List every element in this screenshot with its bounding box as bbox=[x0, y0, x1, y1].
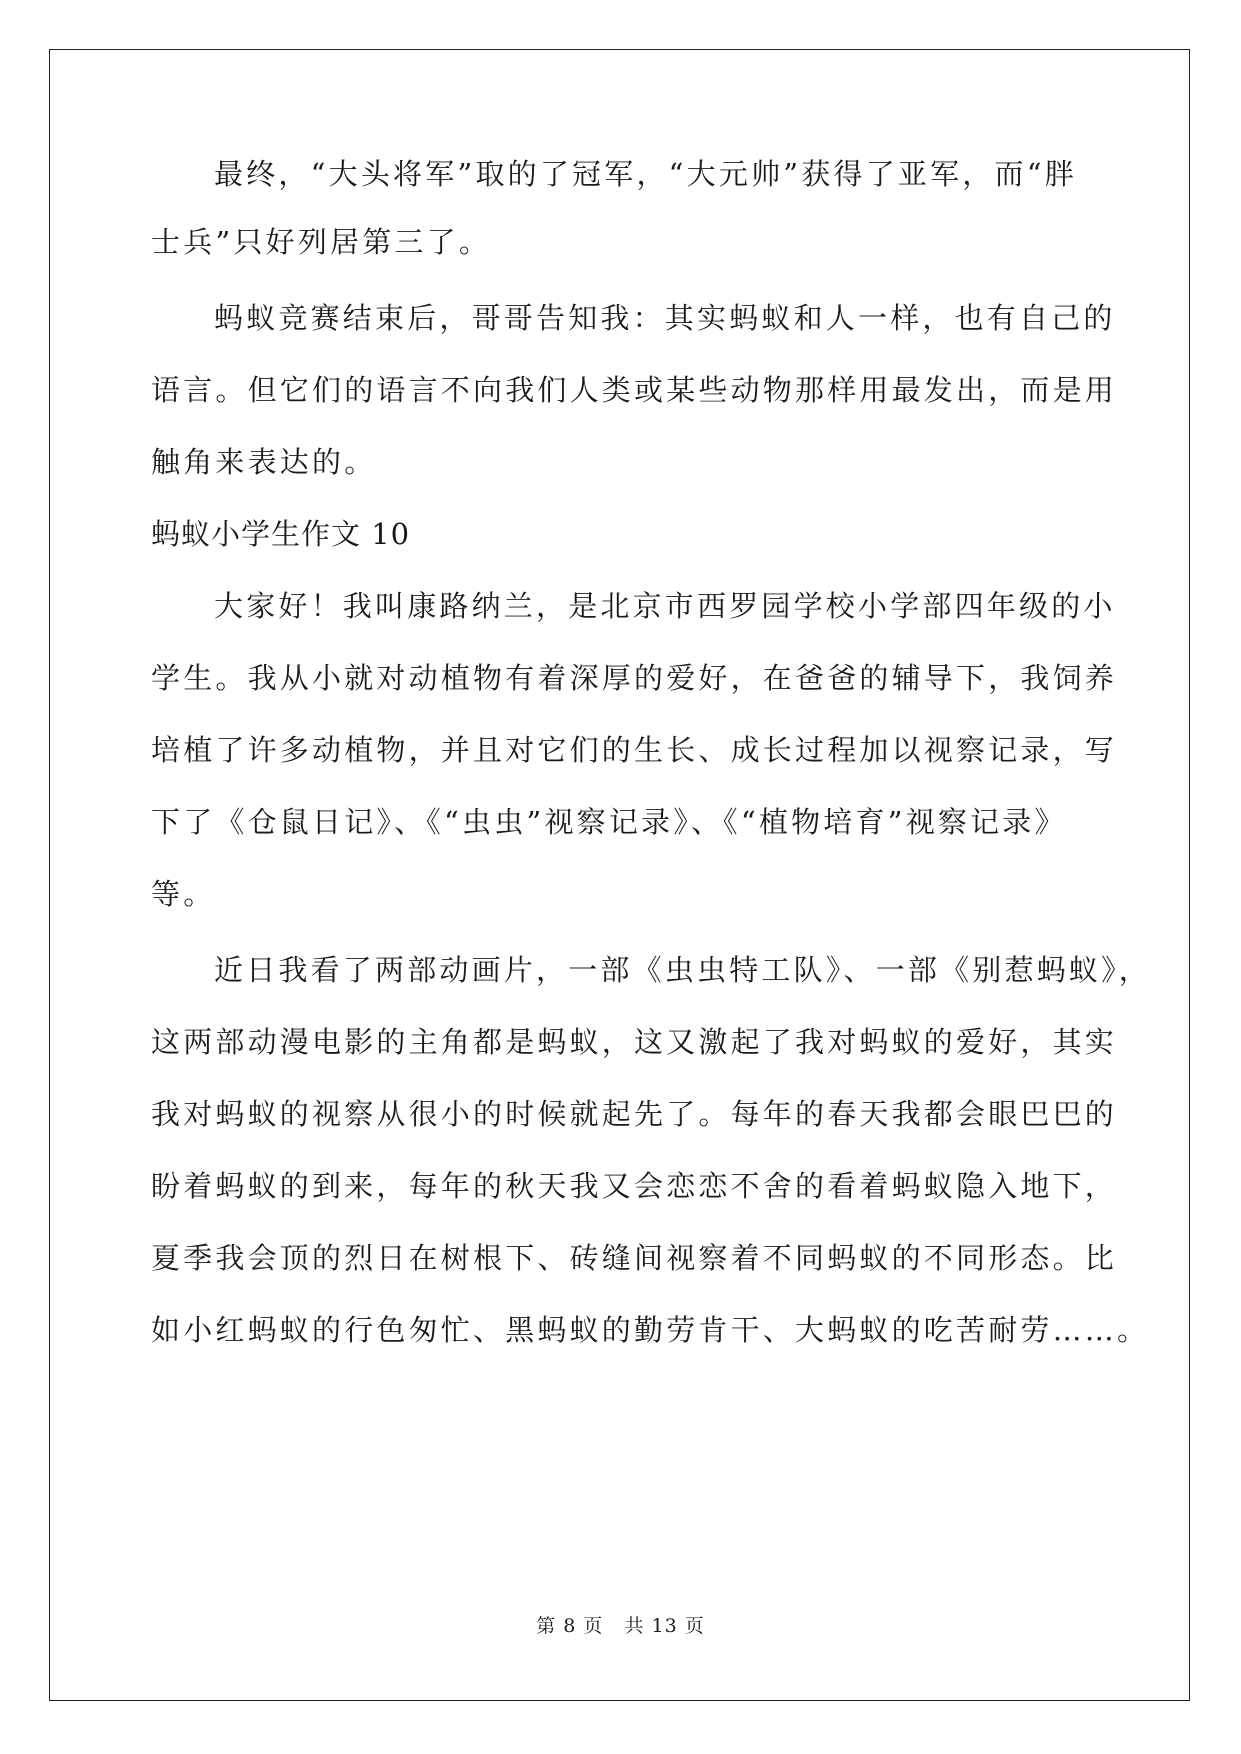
paragraph-line: 盼着蚂蚁的到来，每年的秋天我又会恋恋不舍的看着蚂蚁隐入地下， bbox=[151, 1169, 1118, 1203]
page-border bbox=[49, 49, 1190, 1701]
paragraph-line: 大家好！我叫康路纳兰，是北京市西罗园学校小学部四年级的小 bbox=[214, 589, 1116, 623]
paragraph-line: 士兵”只好列居第三了。 bbox=[151, 225, 492, 259]
paragraph-line: 夏季我会顶的烈日在树根下、砖缝间视察着不同蚂蚁的不同形态。比 bbox=[151, 1241, 1118, 1275]
paragraph-line: 培植了许多动植物，并且对它们的生长、成长过程加以视察记录，写 bbox=[151, 733, 1118, 767]
paragraph-line: 如小红蚂蚁的行色匆忙、黑蚂蚁的勤劳肯干、大蚂蚁的吃苦耐劳……。 bbox=[151, 1313, 1150, 1347]
paragraph-line: 等。 bbox=[151, 877, 216, 911]
paragraph-line: 触角来表达的。 bbox=[151, 445, 377, 479]
paragraph-line: 近日我看了两部动画片，一部《虫虫特工队》、一部《别惹蚂蚁》， bbox=[214, 953, 1152, 987]
paragraph-line: 最终，“大头将军”取的了冠军，“大元帅”获得了亚军，而“胖 bbox=[214, 157, 1077, 191]
paragraph-line: 语言。但它们的语言不向我们人类或某些动物那样用最发出，而是用 bbox=[151, 373, 1118, 407]
paragraph-line: 我对蚂蚁的视察从很小的时候就起先了。每年的春天我都会眼巴巴的 bbox=[151, 1097, 1118, 1131]
paragraph-line: 这两部动漫电影的主角都是蚂蚁，这又激起了我对蚂蚁的爱好，其实 bbox=[151, 1025, 1118, 1059]
paragraph-line: 下了《仓鼠日记》、《“虫虫”视察记录》、《“植物培育”视察记录》 bbox=[151, 805, 1067, 839]
section-heading: 蚂蚁小学生作文 10 bbox=[151, 517, 411, 551]
paragraph-line: 蚂蚁竞赛结束后，哥哥告知我：其实蚂蚁和人一样，也有自己的 bbox=[214, 301, 1116, 335]
paragraph-line: 学生。我从小就对动植物有着深厚的爱好，在爸爸的辅导下，我饲养 bbox=[151, 661, 1118, 695]
page-number-footer: 第 8 页 共 13 页 bbox=[536, 1615, 705, 1637]
